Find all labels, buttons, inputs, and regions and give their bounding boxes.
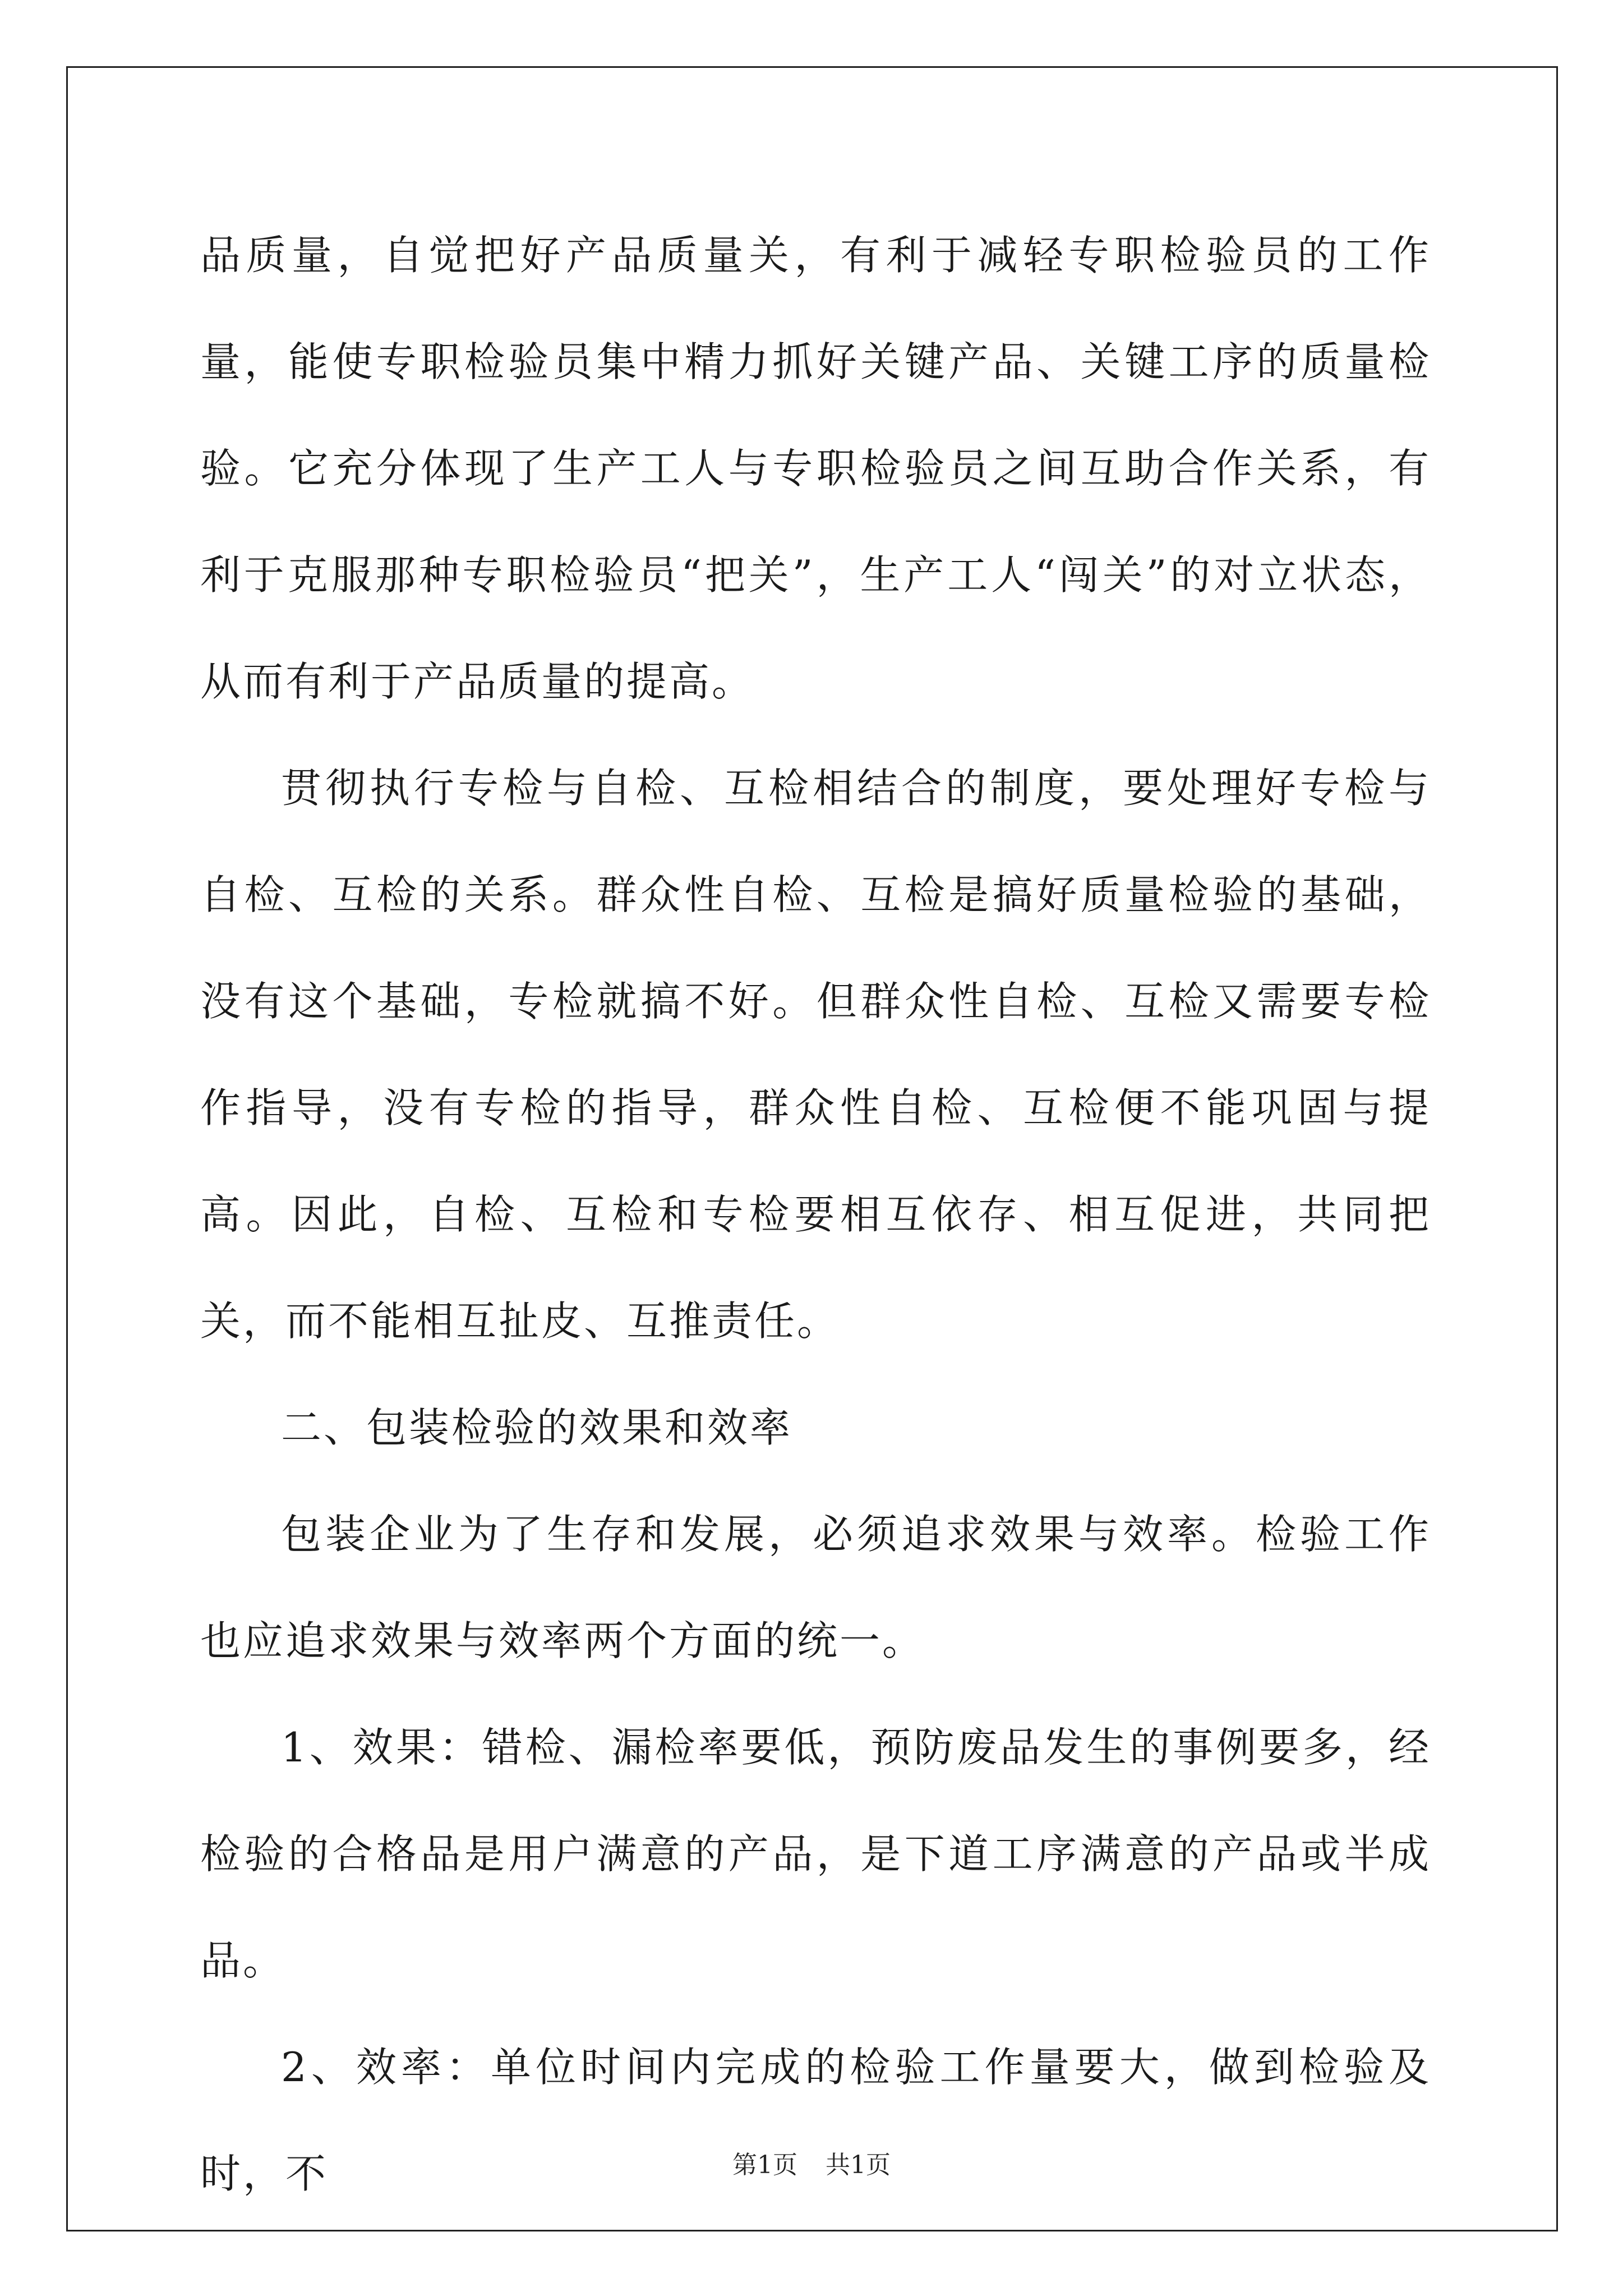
paragraph: 贯彻执行专检与自检、互检相结合的制度，要处理好专检与自检、互检的关系。群众性自检、互检是搞好质量检验的基础，没有这个基础，专检就搞不好。但群众性自检、互检又需要专检作指导，没有专检的指导，群众性自检、互检便不能巩固与提高。因此，自检、互检和专检要相互依存、相互促进，共同把关，而不能相互扯皮、互推责任。 — [200, 765, 1431, 1345]
page-number: 第1页 — [732, 2151, 797, 2179]
document-body — [200, 202, 1431, 2227]
paragraph: 包装企业为了生存和发展，必须追求效果与效率。检验工作也应追求效果与效率两个方面的统一。 — [200, 1511, 1431, 1664]
page-footer — [0, 2148, 1623, 2182]
list-item-effect: 1、效果：错检、漏检率要低，预防废品发生的事例要多，经检验的合格品是用户满意的产品，是下道工序满意的产品或半成品。 — [200, 1724, 1431, 1984]
list-item-efficiency: 2、效率：单位时间内完成的检验工作量要大，做到检验及时，不 — [200, 2044, 1431, 2197]
section-heading: 二、包装检验的效果和效率 — [281, 1404, 793, 1451]
page-total: 共1页 — [826, 2151, 891, 2179]
paragraph: 品质量，自觉把好产品质量关，有利于减轻专职检验员的工作量，能使专职检验员集中精力抓好关键产品、关键工序的质量检验。它充分体现了生产工人与专职检验员之间互助合作关系，有利于克服那种专职检验员“把关”，生产工人“闯关”的对立状态，从而有利于产品质量的提高。 — [200, 232, 1431, 705]
